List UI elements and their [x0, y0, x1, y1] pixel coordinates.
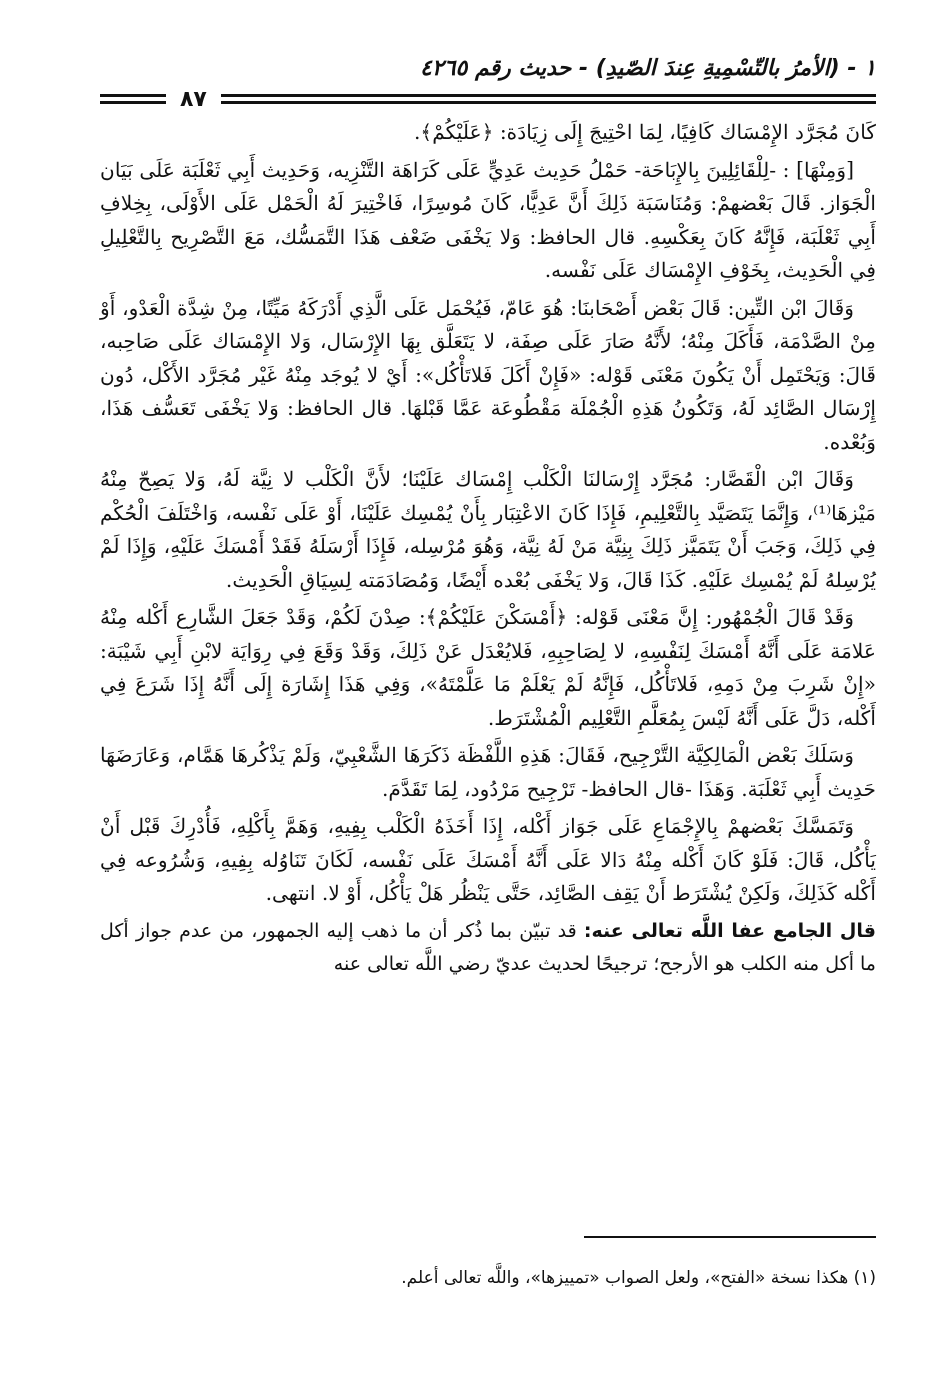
- paragraph: وَتَمَسَّكَ بَعْضهمْ بِالإِجْمَاعِ عَلَى جَوَاز أَكْله، إِذَا أَخَذَهُ الْكَلْب بِفِيهِ، وَهَمَّ بِأَكْلِهِ، فَأُدْرِكَ قَبْل أَنْ يَأْكُل، قَالَ: فَلَوْ كَانَ أَكْله مِنْهُ دَالا عَلَى أَنَّهُ أَمْسَكَ عَلَى نَفْسه، لَكَانَ تَنَاوُله بِفِيهِ، وَشُرُوعه فِي أَكْله كَذَلِكَ، وَلَكِنْ يُشْتَرَط أَنْ يَقِف الصَّائِد، حَتَّى يَنْظُر هَلْ يَأْكُل، أَوْ لا. انتهى.: [100, 814, 876, 905]
- compiler-note: [100, 915, 876, 981]
- compiler-note-text: قد تبيّن بما ذُكر أن ما ذهب إليه الجمهور، من عدم جواز أكل ما أكل منه الكلب هو الأرجح؛ ترجيحًا لحديث عديّ رضي اللَّه تعالى عنه: [100, 919, 876, 975]
- running-title: ١ - (الأمرُ بالتّسْمِيةِ عِندَ الصّيدِ) - حديث رقم ٤٢٦٥: [420, 55, 876, 81]
- paragraph: وَقَدْ قَالَ الْجُمْهُور: إِنَّ مَعْنَى قَوْله: ﴿أَمْسَكْنَ عَلَيْكُمْ﴾: صِدْنَ لَكُمْ، وَقَدْ جَعَلَ الشَّارِع أَكْله مِنْهُ عَلامَة عَلَى أَنَّهُ أَمْسَكَ لِنَفْسِهِ، لا لِصَاحِبِهِ، فَلايُعْدَل عَنْ ذَلِكَ، وَقَدْ وَقَعَ فِي رِوَايَة لابْنِ أَبِي شَيْبَة: «إِنْ شَرِبَ مِنْ دَمِهِ، فَلاتَأْكُل، فَإِنَّهُ لَمْ يَعْلَمْ مَا عَلَّمْتَهُ»، وَفِي هَذَا إِشَارَة إِلَى أَنَّهُ إِذَا شَرَعَ فِي أَكْله، دَلَّ عَلَى أَنَّهُ لَيْسَ بِمُعَلَّمِ التَّعْلِيم الْمُشْتَرَط.: [100, 605, 876, 730]
- page-number: ٨٧: [180, 86, 207, 112]
- book-page: [100, 48, 876, 1348]
- header-rule: [100, 88, 876, 110]
- footnote: (١) هكذا نسخة «الفتح»، ولعل الصواب «تمييزها»، واللَّه تعالى أعلم.: [401, 1268, 876, 1288]
- paragraph: وَقَالَ ابْن الْقَصَّار: مُجَرَّد إِرْسَالنَا الْكَلْب إِمْسَاك عَلَيْنَا؛ لأَنَّ الْكَلْب لا نِيَّة لَهُ، وَلا يَصِحّ مِنْهُ مَيْزهَا⁽¹⁾، وَإِنَّمَا يَتَصَيَّد بِالتَّعْلِيمِ، فَإِذَا كَانَ الاعْتِبَار بِأَنْ يُمْسِك عَلَيْنَا، أَوْ عَلَى نَفْسه، وَاخْتَلَفَ الْحُكْم فِي ذَلِكَ، وَجَبَ أَنْ يَتَمَيَّز ذَلِكَ بِنِيَّة مَنْ لَهُ نِيَّة، وَهُوَ مُرْسِله، فَإِذَا أَرْسَلَهُ فَقَدْ أَمْسَكَ عَلَيْهِ، وَإِذَا لَمْ يُرْسِلهُ لَمْ يُمْسِك عَلَيْهِ. كَذَا قَالَ، وَلا يَخْفَى بُعْده أَيْضًا، وَمُصَادَمَته لِسِيَاقِ الْحَدِيث.: [100, 467, 876, 592]
- paragraph-continuation: كَانَ مُجَرَّد الإِمْسَاك كَافِيًا، لِمَا احْتِيجَ إِلَى زِيَادَة: ﴿عَلَيْكُمْ﴾.: [413, 120, 876, 144]
- running-header: [100, 48, 876, 88]
- paragraph: وَقَالَ ابْن التِّين: قَالَ بَعْض أَصْحَابنَا: هُوَ عَامّ، فَيُحْمَل عَلَى الَّذِي أَدْرَكَهُ مَيِّتًا، مِنْ شِدَّة الْعَدْو، أَوْ مِنْ الصَّدْمَة، فَأَكَلَ مِنْهُ؛ لأَنَّهُ صَارَ عَلَى صِفَة، لا يَتَعَلَّق بِهَا الإِرْسَال، وَلا الإِمْسَاك عَلَى صَاحِبه، قَالَ: وَيَحْتَمِل أَنْ يَكُونَ مَعْنَى قَوْله: «فَإِنْ أَكَلَ فَلاتَأْكُل»: أَيْ لا يُوجَد مِنْهُ غَيْر مُجَرَّد الأَكْل، دُون إِرْسَال الصَّائِد لَهُ، وَتَكُونُ هَذِهِ الْجُمْلَة مَقْطُوعَة عَمَّا قَبْلهَا. قال الحافظ: وَلا يَخْفَى تَعَسُّف هَذَا، وَبُعْده.: [100, 295, 876, 454]
- paragraph: [وَمِنْهَا] : -لِلْقَائِلِينَ بِالإِبَاحَة- حَمْلُ حَدِيث عَدِيٍّ عَلَى كَرَاهَة التَّنْزِيه، وَحَدِيث أَبِي ثَعْلَبَة عَلَى بَيَان الْجَوَاز. قَالَ بَعْضهمْ: وَمُنَاسَبَة ذَلِكَ أَنَّ عَدِيًّا، كَانَ مُوسِرًا، فَاخْتِيرَ لَهُ الْحَمْل عَلَى الأَوْلَى، بِخِلافِ أَبِي ثَعْلَبَة، فَإِنَّهُ كَانَ بِعَكْسِهِ. قال الحافظ: وَلا يَخْفَى ضَعْف هَذَا التَّمَسُّك، مَعَ التَّصْرِيح بِالتَّعْلِيلِ فِي الْحَدِيث، بِخَوْفِ الإِمْسَاك عَلَى نَفْسه.: [100, 157, 876, 282]
- paragraph: وَسَلَكَ بَعْض الْمَالِكِيَّة التَّرْجِيح، فَقَالَ: هَذِهِ اللَّفْظَة ذَكَرَهَا الشَّعْبِيّ، وَلَمْ يَذْكُرهَا هَمَّام، وَعَارَضَهَا حَدِيث أَبِي ثَعْلَبَة. وَهَذَا -قال الحافظ- تَرْجِيح مَرْدُود، لِمَا تَقَدَّمَ.: [100, 743, 876, 801]
- footnote-separator: [584, 1236, 876, 1238]
- header-rule-right: [221, 94, 876, 104]
- compiler-note-label: قال الجامع عفا اللَّه تعالى عنه:: [583, 919, 876, 942]
- header-rule-left: [100, 94, 166, 104]
- main-text: [100, 116, 876, 911]
